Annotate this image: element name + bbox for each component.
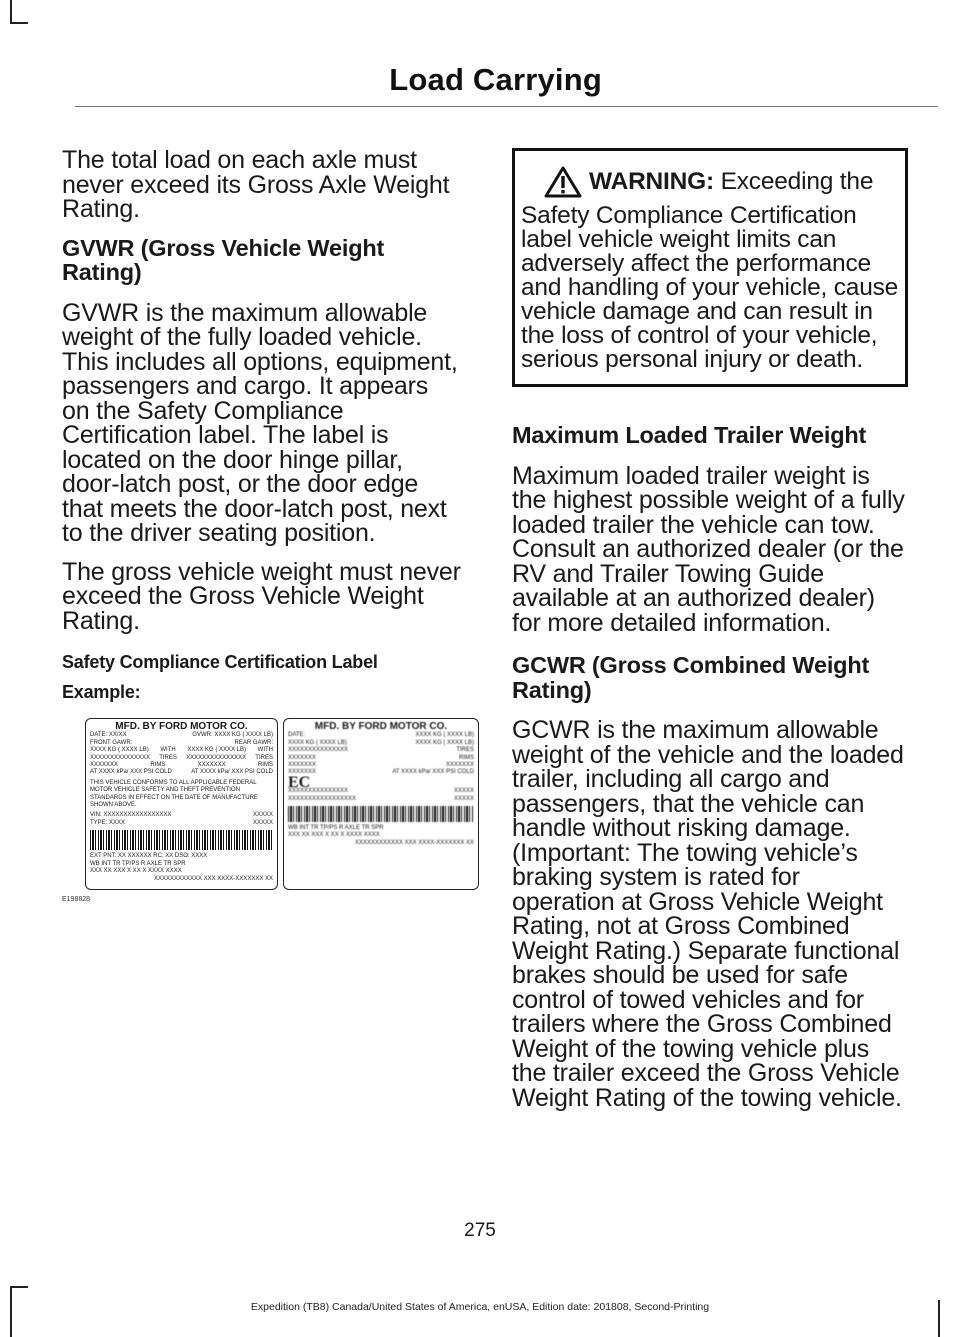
example-subheading: Example:: [62, 682, 141, 702]
label-title: MFD. BY FORD MOTOR CO.: [115, 721, 248, 732]
certification-label-figure: [62, 718, 480, 890]
label-example-photo: MFD. BY FORD MOTOR CO. DATE: XXXX KG ( XXXX LB) XXXX KG ( XXXX LB) XXXX KG ( XXXX LB) XXXXXXXXXXXXXXX TIRES XXXXXXX RIMS XXXXXXX XXXXXXX XXXXXXX AT XXXX kPa/ XXX PSI COLD EC XXXXXXXXXXXXXXX XXXXX XXXXXXXXXXXXXXXXX XXXXX WB INT TR TP/PS R AXLE TR SPR XXX XX XXX X XX X XXXX XXXX XXXXXXXXXXXX XXX XXXX-XXXXXXX XX: [283, 718, 479, 890]
gvwr-heading: GVWR (Gross Vehicle Weight Rating): [62, 234, 385, 285]
gross-weight-paragraph: The gross vehicle weight must never exceed the Gross Vehicle Weight Rating.: [62, 557, 461, 635]
left-column: [62, 148, 462, 703]
label-type: TYPE: XXXX: [90, 819, 126, 826]
ec-mark: EC: [288, 773, 311, 791]
page-section-title: Load Carrying: [389, 62, 602, 97]
warning-label: WARNING:: [589, 168, 714, 195]
label-rear-gawr: REAR GAWR:: [234, 739, 273, 746]
right-column: [512, 148, 908, 1124]
gvwr-paragraph: GVWR is the maximum allowable weight of the fully loaded vehicle. This includes all options, equipment, passengers and cargo. It appears on the Safety Compliance Certification label. The label is located on the door hinge pillar, door-latch post, or the door edge that meets the door-latch post, next to the driver seating position.: [62, 298, 458, 547]
barcode-graphic: [90, 830, 273, 850]
figure-id: E198828: [62, 896, 91, 903]
barcode-photo-graphic: [288, 806, 474, 822]
mltw-paragraph: Maximum loaded trailer weight is the highest possible weight of a fully loaded trailer the vehicle can tow. Consult an authorized dealer (or the RV and Trailer Towing Guide available at an authorized dealer) for more detailed information.: [512, 461, 905, 637]
crop-mark-top-left-v: [10, 0, 12, 24]
axle-paragraph: The total load on each axle must never exceed its Gross Axle Weight Rating.: [62, 146, 450, 223]
header-divider: [75, 106, 938, 107]
label-gvwr: GVWR: XXXX KG ( XXXX LB): [192, 732, 273, 739]
label-front-gawr: FRONT GAWR:: [90, 739, 133, 746]
label-photo-title: MFD. BY FORD MOTOR CO.: [314, 721, 448, 732]
label-vin: VIN: XXXXXXXXXXXXXXXXX: [90, 812, 172, 819]
label-example-printed: MFD. BY FORD MOTOR CO. DATE: XX/XX GVWR: XXXX KG ( XXXX LB) FRONT GAWR: REAR GAWR: XXXX KG ( XXXX LB) WITH XXXX KG ( XXXX LB) WITH XXXXXXXXXXXXXXX TIRES XXXXXXXXXXXXXXX TIRES XXXXXXX RIMS XXXXXXX RIMS AT XXXX kPa/ XXX PSI COLD AT XXXX kPa/ XXX PSI COLD THIS VEHICLE CONFORMS TO ALL APPLICABLE FEDERAL MOTOR VEHICLE SAFETY AND THEFT PREVENTION STANDARDS IN EFFECT ON THE DATE OF MANUFACTURE SHOWN ABOVE. VIN: XXXXXXXXXXXXXXXXX XXXXX TYPE: XXXX XXXXX EXT PNT: XX XXXXXX RC: XX DSO: XXXX WB INT TR TP/PS R AXLE TR SPR XXX XX XXX X XX X XXXX XXXX XXXXXXXXXXXX XXX XXXX-XXXXXXX XX: [85, 718, 278, 890]
edition-footer: Expedition (TB8) Canada/United States of America, enUSA, Edition date: 201808, Second-Printing: [250, 1301, 710, 1313]
warning-text: Exceeding the Safety Compliance Certification label vehicle weight limits can adversely affect the performance and handling of your vehicle, cause vehicle damage and can result in the loss of control of your vehicle, serious personal injury or death.: [521, 168, 899, 373]
crop-mark-bottom-left-h: [10, 1286, 28, 1288]
label-subheading: Safety Compliance Certification Label: [62, 652, 378, 672]
warning-triangle-icon: [543, 165, 583, 204]
crop-mark-top-left-h: [10, 22, 28, 24]
label-date: DATE: XX/XX: [90, 732, 127, 739]
label-conformance-text: THIS VEHICLE CONFORMS TO ALL APPLICABLE FEDERAL MOTOR VEHICLE SAFETY AND THEFT PREVENTION STANDARDS IN EFFECT ON THE DATE OF MANUFACTURE SHOWN ABOVE.: [90, 779, 258, 809]
gcwr-paragraph: GCWR is the maximum allowable weight of the vehicle and the loaded trailer, including all cargo and passengers, that the vehicle can handle without risking damage. (Important: The towing vehicle’s braking system is rated for operation at Gross Vehicle Weight Rating, not at Gross Combined Weight Rating.) Separate functional brakes should be used for safe control of towed vehicles and for trailers where the Gross Combined Weight of the towing vehicle plus the trailer exceed the Gross Vehicle Weight Rating of the towing vehicle.: [512, 716, 904, 1112]
gcwr-heading: GCWR (Gross Combined Weight Rating): [512, 652, 870, 703]
warning-box: [512, 148, 908, 387]
mltw-heading: Maximum Loaded Trailer Weight: [512, 422, 867, 448]
page-number: 275: [464, 1220, 496, 1241]
